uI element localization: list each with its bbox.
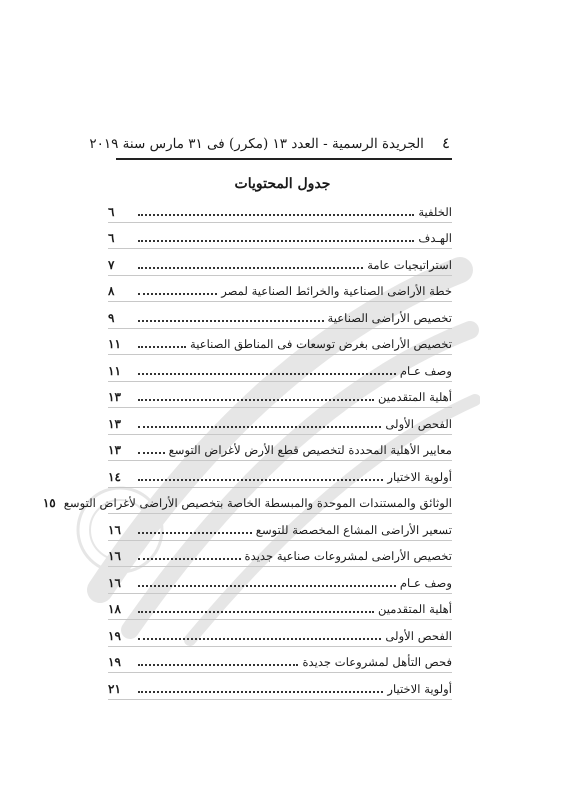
toc-entry-label: معايير الأهلية المحددة لتخصيص قطع الأرض لأغراض التوسع — [168, 443, 452, 457]
toc-entry-label: أولوية الاختيار — [387, 681, 452, 696]
toc-entry-label: أهلية المتقدمين — [377, 602, 452, 616]
toc-entry-page: ٦ — [108, 204, 115, 219]
toc-entry — [108, 620, 452, 647]
toc-entry-label: استراتيجيات عامة — [367, 257, 452, 272]
toc-entry-label: الفحص الأولى — [385, 416, 452, 431]
toc-entry-label: خطة الأراضى الصناعية والخرائط الصناعية لمصر — [221, 284, 452, 298]
dot-leader — [138, 664, 298, 666]
toc-entry — [108, 408, 452, 435]
toc-entry — [108, 196, 452, 223]
toc-entry-page: ١٦ — [108, 549, 121, 563]
table-of-contents — [42, 196, 452, 700]
toc-entry-page: ١٣ — [108, 390, 121, 404]
toc-entry — [108, 249, 452, 276]
toc-entry-label: تخصيص الأراضى لمشروعات صناعية جديدة — [244, 549, 452, 563]
dot-leader — [138, 585, 396, 587]
dot-leader — [138, 452, 165, 454]
dot-leader — [138, 267, 363, 269]
toc-entry — [108, 276, 452, 303]
toc-entry-page: ١١ — [108, 337, 121, 351]
dot-leader — [138, 479, 383, 481]
toc-entry-label: الهـدف — [418, 231, 452, 245]
dot-leader — [138, 638, 381, 640]
toc-entry — [108, 355, 452, 382]
toc-entry — [108, 223, 452, 250]
header-rule — [116, 158, 452, 160]
toc-entry-page: ١٣ — [108, 443, 121, 457]
toc-entry — [108, 514, 452, 541]
toc-entry-label: وصف عـام — [399, 575, 452, 590]
toc-entry — [108, 567, 452, 594]
toc-entry — [108, 382, 452, 409]
toc-entry — [108, 329, 452, 356]
toc-entry — [108, 673, 452, 700]
toc-entry-page: ١١ — [108, 363, 121, 378]
toc-entry-label: أهلية المتقدمين — [377, 390, 452, 404]
toc-entry — [108, 435, 452, 462]
toc-entry — [108, 302, 452, 329]
toc-entry-label: الخلفية — [418, 204, 452, 219]
toc-entry-page: ١٣ — [108, 416, 121, 431]
dot-leader — [138, 426, 381, 428]
toc-entry-label: أولوية الاختيار — [387, 469, 452, 484]
gazette-title: الجريدة الرسمية - العدد ١٣ (مكرر) فى ٣١ مارس سنة ٢٠١٩ — [89, 136, 424, 152]
toc-entry-page: ١٦ — [108, 522, 121, 537]
dot-leader — [138, 611, 374, 613]
toc-entry-label: تخصيص الأراضى الصناعية — [327, 310, 452, 325]
toc-entry-page: ٨ — [108, 284, 115, 298]
toc-entry-page: ٢١ — [108, 681, 121, 696]
toc-entry-page: ٦ — [108, 231, 115, 245]
dot-leader — [138, 373, 396, 375]
toc-entry-label: وصف عـام — [399, 363, 452, 378]
dot-leader — [138, 320, 324, 322]
toc-entry-page: ١٩ — [108, 628, 121, 643]
dot-leader — [138, 691, 383, 693]
toc-entry-page: ١٦ — [108, 575, 121, 590]
toc-entry-page: ٧ — [108, 257, 115, 272]
toc-entry — [108, 541, 452, 568]
dot-leader — [138, 214, 414, 216]
page-number: ٤ — [441, 134, 450, 152]
toc-entry — [108, 647, 452, 674]
toc-entry-page: ١٩ — [108, 655, 121, 669]
toc-entry-page: ١٥ — [42, 496, 56, 510]
toc-entry-label: تسعير الأراضى المشاع المخصصة للتوسع — [255, 522, 452, 537]
toc-title: جدول المحتويات — [234, 176, 331, 192]
toc-entry-label: فحص التأهل لمشروعات جديدة — [302, 655, 452, 669]
toc-entry-page: ١٤ — [108, 469, 121, 484]
toc-entry — [108, 461, 452, 488]
toc-entry — [108, 594, 452, 621]
dot-leader — [138, 399, 374, 401]
dot-leader — [138, 293, 217, 295]
toc-entry-label: الفحص الأولى — [385, 628, 452, 643]
page-header — [89, 134, 450, 152]
dot-leader — [138, 558, 241, 560]
dot-leader — [138, 346, 186, 348]
toc-entry-label: الوثائق والمستندات الموحدة والمبسطة الخاصة بتخصيص الأراضى لأغراض التوسع — [63, 496, 452, 510]
toc-entry-label: تخصيص الأراضى بغرض توسعات فى المناطق الصناعية — [189, 337, 452, 351]
toc-entry-page: ٩ — [108, 310, 115, 325]
toc-entry — [42, 488, 452, 515]
dot-leader — [138, 532, 252, 534]
dot-leader — [138, 240, 414, 242]
toc-entry-page: ١٨ — [108, 602, 121, 616]
